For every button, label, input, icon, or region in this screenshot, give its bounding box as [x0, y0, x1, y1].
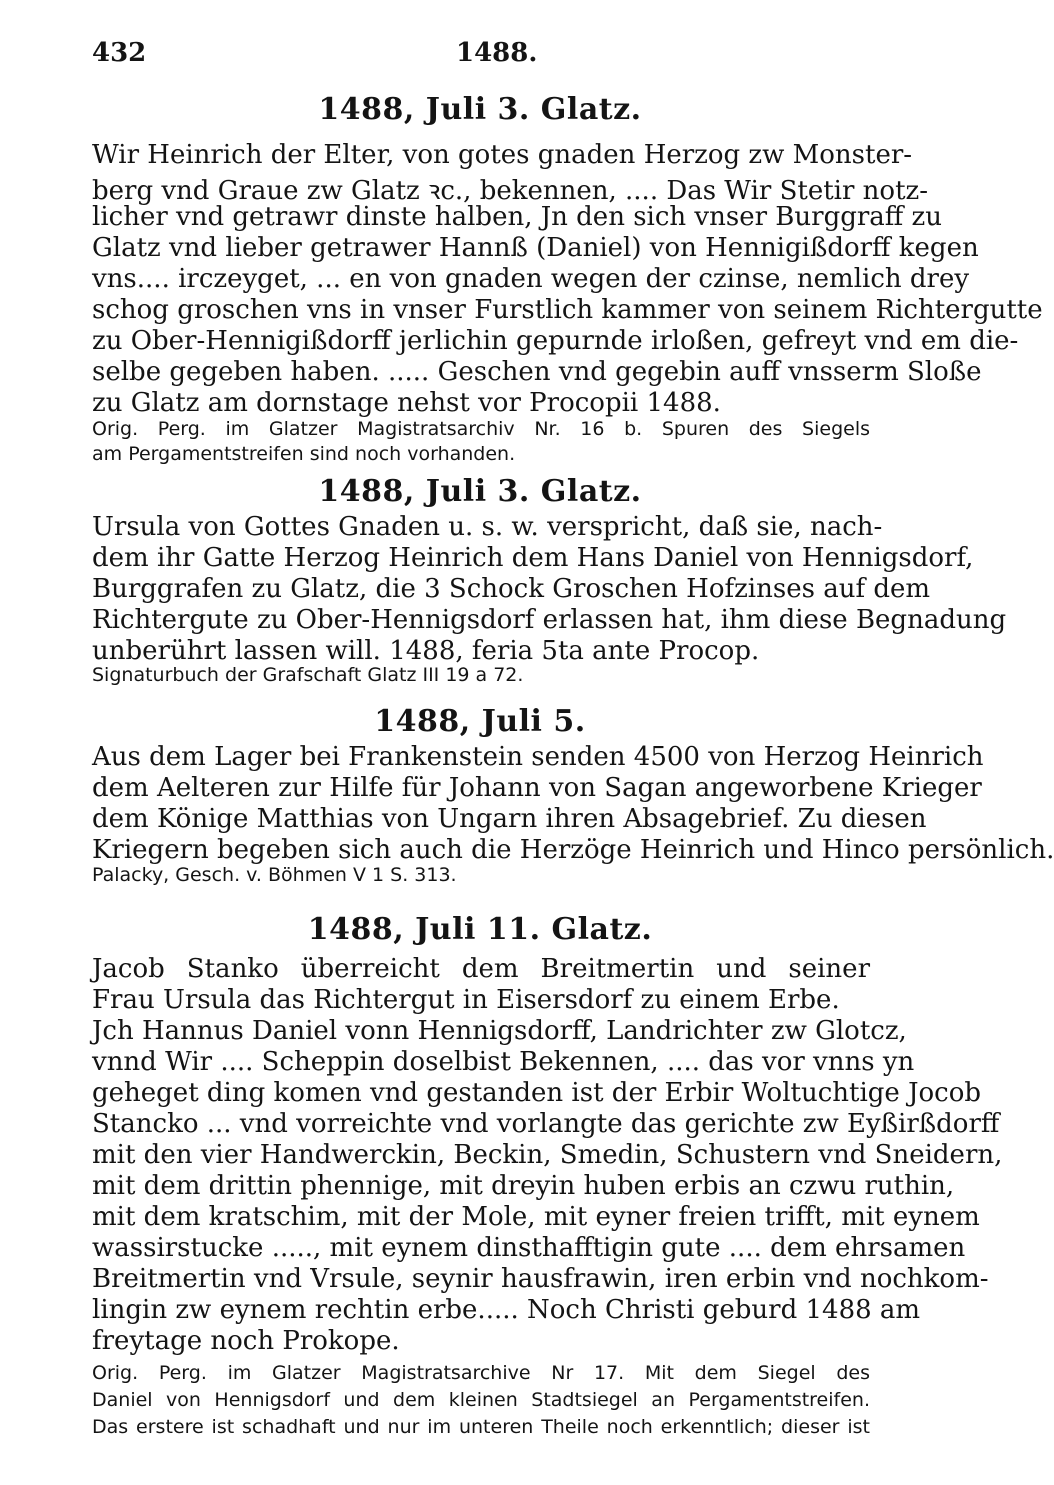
body-line: lingin zw eynem rechtin erbe..... Noch Christi geburd 1488 am	[92, 1295, 921, 1325]
body-line: mit den vier Handwerckin, Beckin, Smedin, Schustern vnd Sneidern,	[92, 1140, 1003, 1170]
body-line: licher vnd getrawr dinste halben, Jn den sich vnser Burggraff zu	[92, 202, 942, 232]
entry-heading: 1488, Juli 5.	[374, 704, 586, 739]
body-line: Richtergute zu Ober-Hennigsdorf erlassen hat, ihm diese Begnadung	[92, 605, 1007, 635]
body-line: dem Könige Matthias von Ungarn ihren Absagebrief. Zu diesen	[92, 804, 927, 834]
body-line: vns.... irczeyget, ... en von gnaden wegen der czinse, nemlich drey	[92, 264, 970, 294]
source-note-line: Orig. Perg. im Glatzer Magistratsarchive Nr 17. Mit dem Siegel des	[92, 1362, 870, 1384]
body-line: schog groschen vns in vnser Furstlich kammer von seinem Richtergutte	[92, 295, 1043, 325]
body-line: selbe gegeben haben. ..... Geschen vnd gegebin auff vnsserm Sloße	[92, 357, 982, 387]
body-line: Kriegern begeben sich auch die Herzöge Heinrich und Hinco persönlich.	[92, 835, 1054, 865]
body-line: Wir Heinrich der Elter, von gotes gnaden Herzog zw Monster-	[92, 140, 913, 170]
body-line: Jacob Stanko überreicht dem Breitmertin und seiner	[92, 954, 870, 984]
body-line: dem Aelteren zur Hilfe für Johann von Sagan angeworbene Krieger	[92, 773, 982, 803]
body-line: Aus dem Lager bei Frankenstein senden 4500 von Herzog Heinrich	[92, 742, 984, 772]
body-line: Ursula von Gottes Gnaden u. s. w. verspricht, daß sie, nach-	[92, 512, 883, 542]
body-line: Jch Hannus Daniel vonn Hennigsdorff, Landrichter zw Glotcz,	[92, 1016, 907, 1046]
body-line: mit dem drittin phennige, mit dreyin huben erbis an czwu ruthin,	[92, 1171, 955, 1201]
body-line: zu Ober-Hennigißdorff jerlichin gepurnde irloßen, gefreyt vnd em die-	[92, 326, 1019, 356]
source-note-line: Palacky, Gesch. v. Böhmen V 1 S. 313.	[92, 864, 457, 886]
body-line: dem ihr Gatte Herzog Heinrich dem Hans Daniel von Hennigsdorf,	[92, 543, 974, 573]
body-line: vnnd Wir .... Scheppin doselbist Bekennen, .... das vor vnns yn	[92, 1047, 915, 1077]
body-line: Burggrafen zu Glatz, die 3 Schock Groschen Hofzinses auf dem	[92, 574, 931, 604]
body-line: mit dem kratschim, mit der Mole, mit eyner freien trifft, mit eynem	[92, 1202, 980, 1232]
source-note-line: Orig. Perg. im Glatzer Magistratsarchiv Nr. 16 b. Spuren des Siegels	[92, 418, 870, 440]
body-line: Stancko ... vnd vorreichte vnd vorlangte das gerichte zw Eyßirßdorff	[92, 1109, 1000, 1139]
body-line: unberührt lassen will. 1488, feria 5ta ante Procop.	[92, 636, 760, 666]
source-note-line: Daniel von Hennigsdorf und dem kleinen Stadtsiegel an Pergamentstreifen.	[92, 1389, 870, 1411]
body-line: Glatz vnd lieber getrawer Hannß (Daniel) von Hennigißdorff kegen	[92, 233, 979, 263]
source-note-line: Das erstere ist schadhaft und nur im unteren Theile noch erkenntlich; dieser ist	[92, 1416, 870, 1438]
body-line: berg vnd Graue zw Glatz ꝛc., bekennen, .... Das Wir Stetir notz-	[92, 176, 929, 206]
source-note-line: am Pergamentstreifen sind noch vorhanden.	[92, 443, 516, 465]
body-line: Breitmertin vnd Vrsule, seynir hausfrawin, iren erbin vnd nochkom-	[92, 1264, 989, 1294]
body-line: zu Glatz am dornstage nehst vor Procopii 1488.	[92, 388, 721, 418]
source-note-line: Signaturbuch der Grafschaft Glatz III 19 a 72.	[92, 664, 524, 686]
entry-heading: 1488, Juli 3. Glatz.	[318, 474, 642, 509]
entry-heading: 1488, Juli 11. Glatz.	[307, 912, 653, 947]
body-line: wassirstucke ....., mit eynem dinsthafftigin gute .... dem ehrsamen	[92, 1233, 966, 1263]
entry-heading: 1488, Juli 3. Glatz.	[318, 92, 642, 127]
body-line: freytage noch Prokope.	[92, 1326, 400, 1356]
body-line: geheget ding komen vnd gestanden ist der Erbir Woltuchtige Jocob	[92, 1078, 982, 1108]
page-number: 432	[92, 38, 147, 68]
running-head: 1488.	[456, 38, 538, 68]
body-line: Frau Ursula das Richtergut in Eisersdorf zu einem Erbe.	[92, 985, 840, 1015]
